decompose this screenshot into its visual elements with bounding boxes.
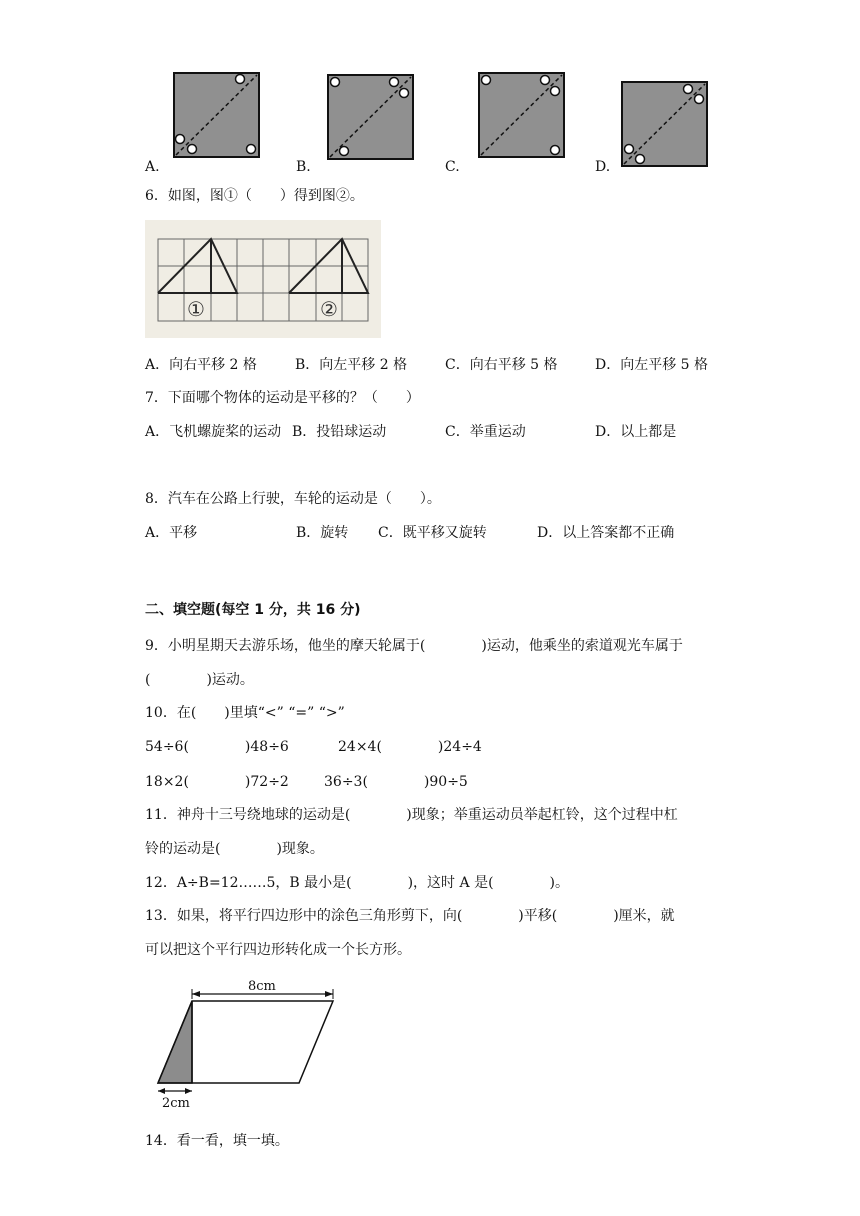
q9-line2: ( )运动。 [145,672,254,688]
q8-option-b[interactable]: B．旋转 [296,525,349,541]
q5-option-a-figure [170,70,264,160]
q10-item-3: 18×2( )72÷2 [145,774,289,790]
q5-option-b-figure [324,72,418,162]
q5-option-c-label[interactable]: C. [445,159,460,175]
q13-parallelogram-figure [148,974,348,1114]
q6-option-b[interactable]: B．向左平移 2 格 [295,357,408,373]
q13-label-2cm: 2cm [162,1096,190,1111]
q6-figure-label-2: ② [320,297,338,321]
q6-option-d[interactable]: D．向左平移 5 格 [595,357,709,373]
q7-option-a[interactable]: A．飞机螺旋桨的运动 [145,424,282,440]
q9-line1: 9．小明星期天去游乐场，他坐的摩天轮属于( )运动，他乘坐的索道观光车属于 [145,638,683,654]
q8-option-d[interactable]: D．以上答案都不正确 [537,525,675,541]
q12-line1: 12．A÷B=12……5，B 最小是( )，这时 A 是( )。 [145,875,569,891]
q5-option-b-label[interactable]: B. [296,159,311,175]
q5-option-c-figure [475,70,569,160]
q6-figure-label-1: ① [187,297,205,321]
q6-stem: 6．如图，图①（ ）得到图②。 [145,188,364,204]
q10-item-1: 54÷6( )48÷6 [145,739,289,755]
q7-option-d[interactable]: D．以上都是 [595,424,677,440]
q10-stem: 10．在( )里填“<” “=” “>” [145,705,345,721]
q11-line1: 11．神舟十三号绕地球的运动是( )现象；举重运动员举起杠铃，这个过程中杠 [145,807,678,823]
q5-option-d-figure [618,79,712,169]
q8-stem: 8．汽车在公路上行驶，车轮的运动是（ ）。 [145,491,441,507]
section2-title: 二、填空题(每空 1 分，共 16 分) [145,602,361,618]
q13-line2: 可以把这个平行四边形转化成一个长方形。 [145,942,411,958]
q6-grid-figure [145,220,381,338]
q8-option-c[interactable]: C．既平移又旋转 [378,525,487,541]
q13-line1: 13．如果，将平行四边形中的涂色三角形剪下，向( )平移( )厘米，就 [145,908,675,924]
q10-item-4: 36÷3( )90÷5 [324,774,468,790]
q6-option-c[interactable]: C．向右平移 5 格 [445,357,558,373]
q5-option-a-label[interactable]: A. [145,159,160,175]
q6-option-a[interactable]: A．向右平移 2 格 [145,357,257,373]
q11-line2: 铃的运动是( )现象。 [145,841,324,857]
q13-label-8cm: 8cm [248,979,276,994]
q5-option-d-label[interactable]: D. [595,159,611,175]
q7-option-b[interactable]: B．投铅球运动 [292,424,387,440]
q10-item-2: 24×4( )24÷4 [338,739,482,755]
q7-stem: 7．下面哪个物体的运动是平移的？（ ） [145,390,420,406]
q8-option-a[interactable]: A．平移 [145,525,198,541]
q14-stem: 14．看一看，填一填。 [145,1133,289,1149]
q7-option-c[interactable]: C．举重运动 [445,424,526,440]
